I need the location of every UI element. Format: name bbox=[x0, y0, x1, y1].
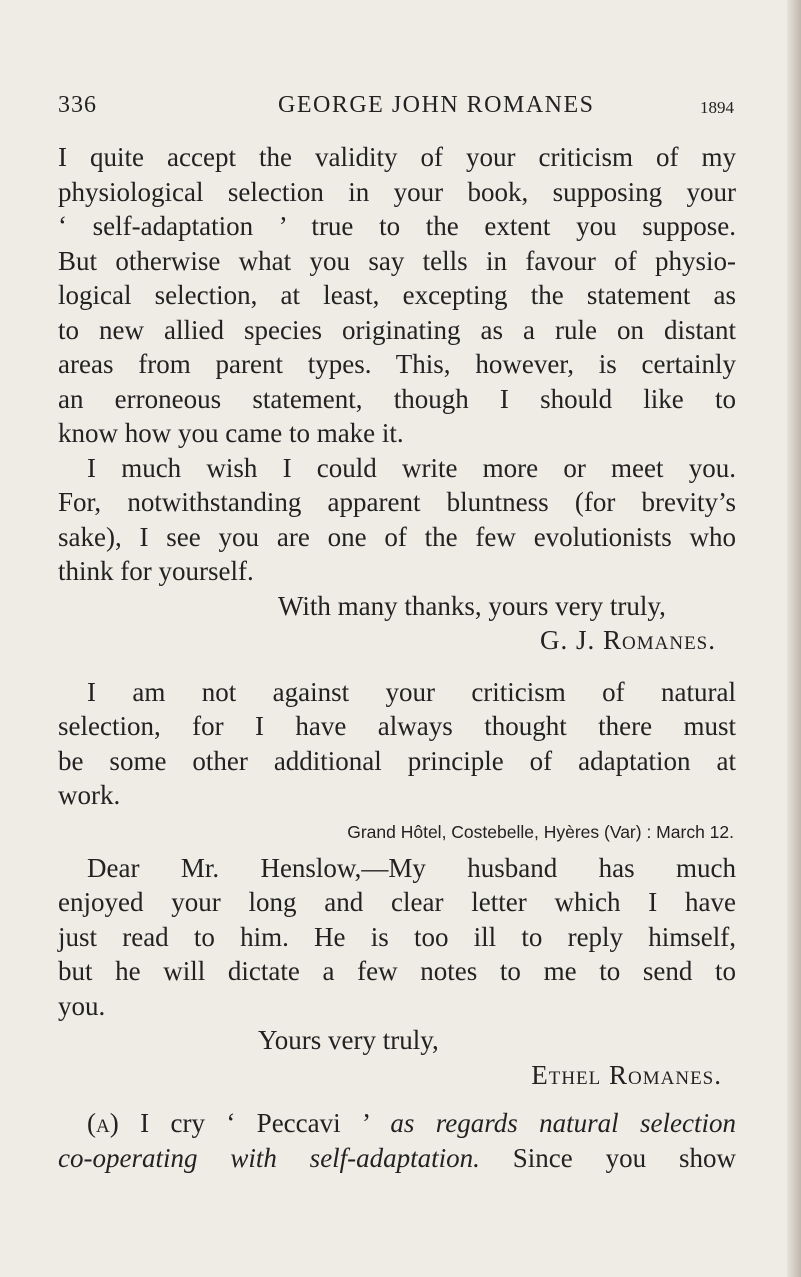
text-line: ‘ self-adaptation ’ true to the extent you suppose. bbox=[58, 211, 736, 241]
text-line: know how you came to make it. bbox=[58, 418, 404, 448]
footnote-text: I cry ‘ Peccavi ’ bbox=[118, 1108, 391, 1138]
letter-1-signature: G. J. Romanes. bbox=[540, 625, 716, 655]
text-line: just read to him. He is too ill to reply himself, bbox=[58, 921, 736, 952]
footnote-italic: as regards natural selection bbox=[390, 1108, 737, 1138]
letter-1-closing: With many thanks, yours very truly, bbox=[278, 590, 666, 621]
text-line: selection, for I have always thought there must bbox=[58, 711, 736, 741]
header-year: 1894 bbox=[700, 98, 734, 117]
text-line: you. bbox=[58, 990, 106, 1021]
text-line: but he will dictate a few notes to me to send to bbox=[58, 956, 736, 986]
text-line: I quite accept the validity of your criticism of my bbox=[58, 142, 736, 172]
letter-1 bbox=[58, 140, 736, 658]
letter-2-signature: Ethel Romanes. bbox=[531, 1059, 722, 1090]
text-line: I am not against your criticism of natural bbox=[87, 676, 736, 707]
text-line: logical selection, at least, excepting the statement as bbox=[58, 280, 736, 310]
letter-2-closing: Yours very truly, bbox=[258, 1025, 439, 1055]
text-line: an erroneous statement, though I should like to bbox=[58, 383, 736, 414]
text-line: Dear Mr. Henslow,—My husband has much bbox=[87, 852, 736, 883]
page-edge bbox=[787, 0, 801, 1277]
footnote-text: Since you show bbox=[479, 1142, 736, 1173]
footnote-marker: (a) bbox=[87, 1108, 119, 1138]
text-line: areas from parent types. This, however, is certainly bbox=[58, 349, 736, 379]
text-line: work. bbox=[58, 780, 121, 810]
text-line: sake), I see you are one of the few evolutionists who bbox=[58, 521, 736, 552]
text-line: think for yourself. bbox=[58, 556, 254, 586]
page-number: 336 bbox=[58, 92, 97, 118]
footnote-line bbox=[58, 1141, 736, 1176]
text-line: enjoyed your long and clear letter which I have bbox=[58, 887, 736, 917]
page-header bbox=[58, 92, 734, 132]
text-line: For, notwithstanding apparent bluntness (for brevity’s bbox=[58, 487, 736, 517]
running-title: GEORGE JOHN ROMANES bbox=[278, 92, 595, 118]
letter-2 bbox=[58, 851, 736, 1093]
body-text bbox=[58, 140, 736, 1175]
letter-2-dateline: Grand Hôtel, Costebelle, Hyères (Var) : March 12. bbox=[347, 821, 734, 842]
footnote-italic: co-operating with self-adaptation. bbox=[58, 1142, 480, 1173]
text-line: be some other additional principle of adaptation at bbox=[58, 745, 736, 776]
footnote-line bbox=[58, 1106, 736, 1141]
note-paragraph bbox=[58, 675, 736, 813]
text-line: But otherwise what you say tells in favour of physio- bbox=[58, 245, 736, 276]
text-line: I much wish I could write more or meet you. bbox=[87, 452, 736, 483]
footnote bbox=[58, 1106, 736, 1175]
text-line: to new allied species originating as a rule on distant bbox=[58, 314, 736, 345]
text-line: physiological selection in your book, supposing your bbox=[58, 176, 736, 207]
